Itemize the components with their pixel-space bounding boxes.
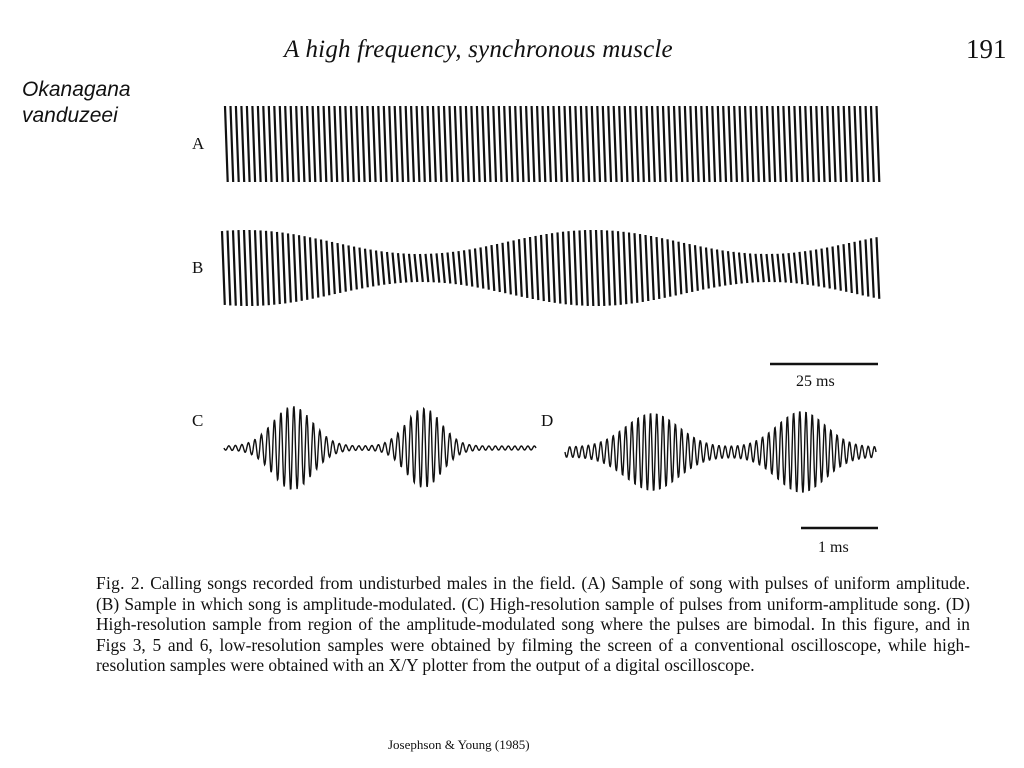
figure-caption	[96, 573, 970, 676]
trace-b-waveform	[222, 230, 879, 306]
panel-label-d: D	[541, 411, 554, 430]
panel-label-b: B	[192, 258, 204, 277]
page-title: A high frequency, synchronous muscle	[284, 36, 673, 63]
trace-a-waveform	[225, 106, 879, 182]
trace-c-waveform	[224, 406, 536, 489]
scale-label-25ms: 25 ms	[796, 373, 835, 390]
species-epithet: vanduzeei	[22, 104, 118, 127]
page-number: 191	[966, 34, 1007, 64]
panel-label-a: A	[192, 134, 205, 153]
scale-label-1ms: 1 ms	[818, 539, 849, 556]
panel-label-c: C	[192, 411, 204, 430]
caption-label: Fig. 2.	[96, 573, 145, 593]
caption-text: Calling songs recorded from undisturbed males in the field. (A) Sample of song with pulses of uniform amplitude. (B) Sample in which song is amplitude-modulated. (C) High-resolution sample of pulses from uniform-amplitude song. (D) High-resolution sample from region of the amplitude-modulated song where the pulses are bimodal. In this figure, and in Figs 3, 5 and 6, low-resolution samples were obtained by filming the screen of a conventional oscilloscope, while high-resolution samples were obtained with an X/Y plotter from the output of a digital oscilloscope.	[96, 573, 970, 675]
citation: Josephson & Young (1985)	[388, 737, 530, 752]
species-genus: Okanagana	[22, 78, 131, 101]
trace-d-waveform	[565, 412, 876, 492]
